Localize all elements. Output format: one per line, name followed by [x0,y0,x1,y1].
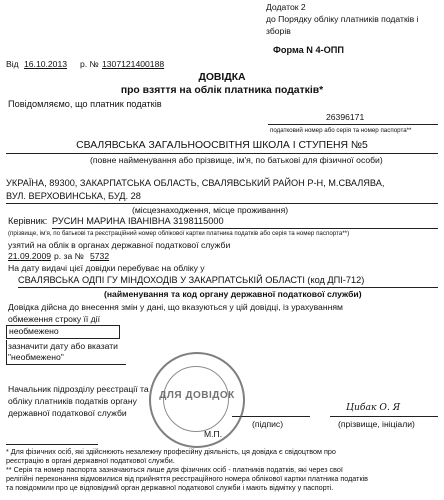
status-text: На дату видачі цієї довідки перебуває на обліку у [8,263,205,273]
address-line-2: ВУЛ. ВЕРХОВИНСЬКА, БУД. 28 [6,191,141,201]
official-stamp [149,352,245,448]
address-caption: (місцезнаходження, місце проживання) [132,205,289,215]
director-value: РУСИН МАРИНА ІВАНІВНА 3198115000 [52,216,224,226]
document-title: ДОВІДКА [198,72,246,83]
form-code: Форма N 4-ОПП [273,45,344,55]
tax-organ-caption: (найменування та код органу державної податкової служби) [104,289,362,299]
signatory-role-line-3: державної податкової служби [8,408,127,418]
registered-date: 21.09.2009 [8,251,52,261]
name-caption: (прізвище, ініціали) [338,419,415,429]
tax-id-value: 26396171 [326,112,365,122]
tax-id-caption: податковий номер або серія та номер паспорта** [270,127,412,134]
date-hint-line-1: зазначити дату або вказати [8,341,118,351]
validity-line-2: обмеження строку її дії [8,314,100,324]
footnote-2-line-1: ** Серія та номер паспорта зазначаються лише для фізичних осіб - платників податків, які через свої [6,465,343,474]
tax-id-line [268,124,438,125]
tax-organ-line [18,287,438,288]
payer-name-line [6,153,438,154]
date-hint-line-2: "необмежено" [8,352,64,362]
issue-prefix: Від [6,59,19,69]
footnote-1-line-2: реєстрацію в органі державної податкової служби. [6,456,175,465]
issue-date: 16.10.2013 [24,59,68,69]
tax-organ: СВАЛЯВСЬКА ОДПІ ГУ МІНДОХОДІВ У ЗАКАРПАТСЬКІЙ ОБЛАСТІ (код ДПІ-712) [18,275,365,285]
issue-number: 1307121400188 [102,59,165,69]
address-line [6,203,438,204]
stamp-text: ДЛЯ ДОВІДОК [159,390,235,401]
address-line-1: УКРАЇНА, 89300, ЗАКАРПАТСЬКА ОБЛАСТЬ, СВАЛЯВСЬКИЙ РАЙОН Р-Н, М.СВАЛЯВА, [6,178,385,188]
registered-number-label: р. за № [54,251,84,261]
signature-caption: (підпис) [252,419,284,429]
appendix-line-1: Додаток 2 [266,2,306,12]
director-caption: (прізвище, ім'я, по батькові та реєстраційний номер облікової картки платника податків або серія та номер паспорта**) [8,230,350,237]
appendix-line-3: зборів [266,26,291,36]
director-line [52,228,438,229]
signatory-role-line-2: обліку платників податків органу [8,396,137,406]
validity-line-1: Довідка дійсна до внесення змін у дані, що вказуються у цій довідці, із урахуванням [8,302,343,312]
name-line [330,416,438,417]
footnote-1-line-1: * Для фізичних осіб, які здійснюють незалежну професійну діяльність, ця довідка є свідоцтвом про [6,447,336,456]
stamp-place-label: М.П. [204,429,223,439]
footnote-2-line-3: та повідомили про це відповідний орган державної податкової служби і мають відмітку у паспорті. [6,483,334,492]
registered-number: 5732 [90,251,110,261]
registered-text: узятий на облік в органах державної податкової служби [8,240,231,250]
payer-name-caption: (повне найменування або прізвище, ім'я, по батькові для фізичної особи) [90,155,383,165]
signatory-role-line-1: Начальник підрозділу реєстрації та [8,384,149,394]
date-hint-underline [6,364,126,365]
appendix-line-2: до Порядку обліку платників податків і [266,14,419,24]
director-label: Керівник: [8,216,48,226]
issue-number-label: р. № [80,59,99,69]
footnote-separator [6,444,98,445]
payer-name: СВАЛЯВСЬКА ЗАГАЛЬНООСВІТНЯ ШКОЛА І СТУПЕНЯ №5 [76,140,368,151]
date-hint-bracket [6,340,7,364]
handwritten-name: Цибак О. Я [346,402,401,413]
notify-text: Повідомляємо, що платник податків [8,99,162,109]
validity-value: необмежено [9,326,59,336]
document-subtitle: про взяття на облік платника податків* [120,85,324,96]
signature-line [232,416,310,417]
footnote-2-line-2: релігійні переконання відмовилися від прийняття реєстраційного номера облікової картки платника податків [6,474,369,483]
